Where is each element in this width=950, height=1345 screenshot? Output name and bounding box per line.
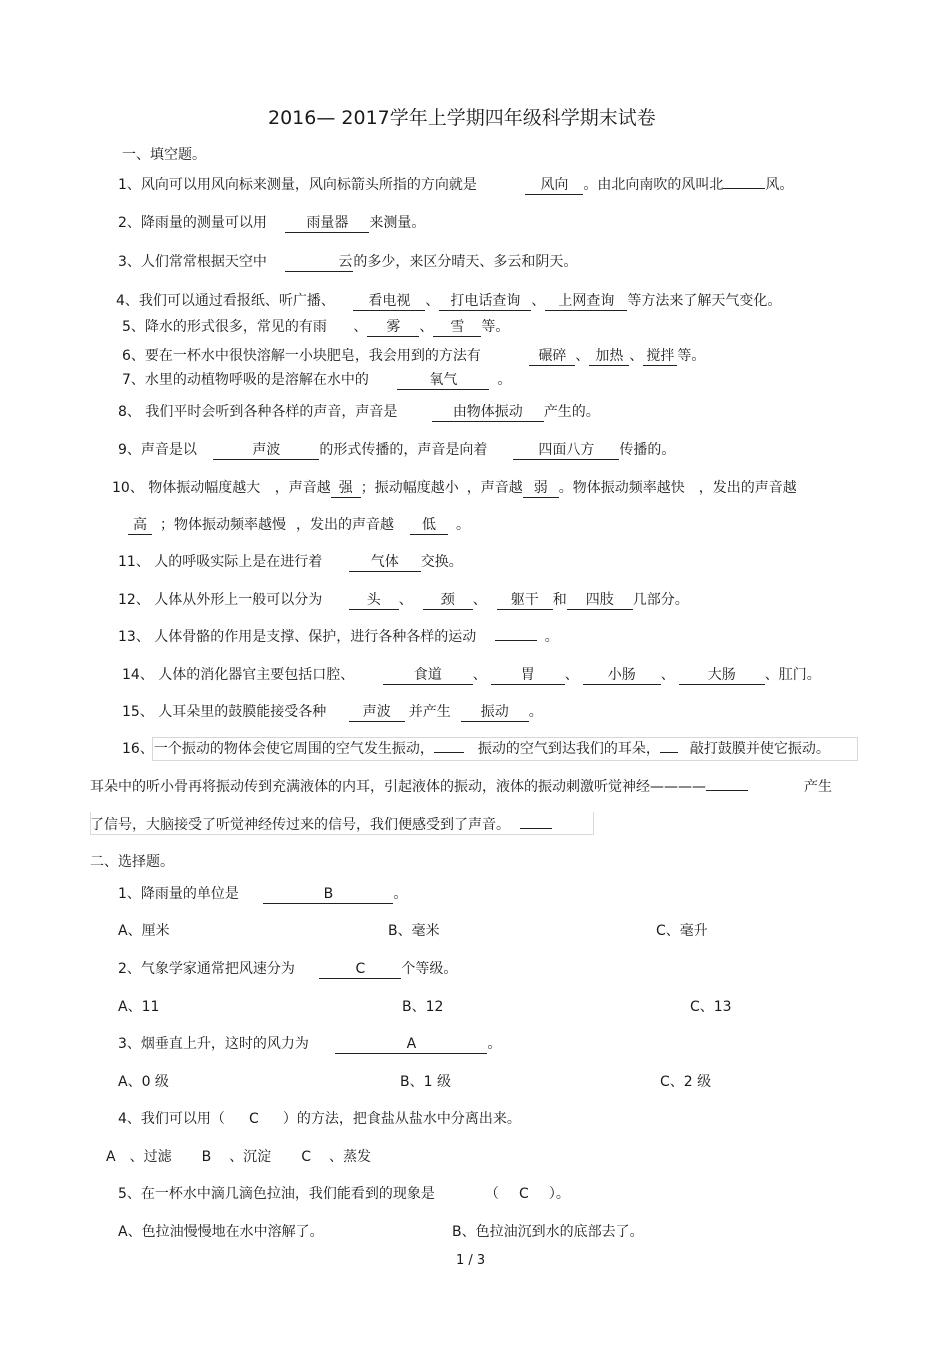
answer-blank: 氧气 [397,372,489,390]
option-text: 、沉淀 [229,1149,272,1165]
choice-option: B、色拉油沉到水的底部去了。 [452,1224,644,1240]
fill-question-2 [118,213,425,233]
question-text: 传播的。 [619,442,676,458]
answer-blank: 强 [331,480,361,498]
answer-blank: 四面八方 [513,442,619,460]
answer-blank: 风向 [525,177,583,195]
answer-blank: 声波 [213,442,319,460]
fill-question-8 [118,402,600,422]
separator: 、 [472,667,487,683]
answer-blank [706,790,748,791]
question-text: 。 [544,629,559,645]
choice-option: A、11 [118,999,160,1015]
answer-blank: 加热 [589,348,629,366]
section-fill-heading: 一、填空题。 [122,147,206,163]
fill-question-4 [116,291,781,311]
fill-question-1 [118,175,793,195]
choice-option: C、13 [690,999,732,1015]
choice-option: B、1 级 [400,1074,451,1090]
choice-question-5 [118,1184,570,1204]
answer-blank: 雨量器 [285,215,369,233]
option-text: 、过滤 [129,1149,172,1165]
answer-blank: 头 [349,592,399,610]
option-letter: C [301,1149,311,1165]
question-text: 。物体振动频率越快 [558,480,685,496]
question-text: 10、 物体振动幅度越大 [112,480,261,496]
choice-option: C、2 级 [660,1074,712,1090]
question-text: 、肛门。 [764,667,821,683]
answer-blank: 打电话查询 [439,293,531,311]
separator: 、 [353,319,368,335]
question-text: 敲打鼓膜并使它振动。 [689,741,830,757]
question-text: 产生 [804,779,832,795]
question-text: 的形式传播的，声音是向着 [319,442,488,458]
question-text: 7、水里的动植物呼吸的是溶解在水中的 [122,372,369,388]
separator: 、 [419,319,434,335]
question-text: ，声音越 [466,480,523,496]
answer-blank: B [263,886,393,904]
answer-blank: 声波 [349,704,405,722]
answer-text: C [249,1111,259,1127]
separator: 、 [398,592,413,608]
separator: 、 [575,348,590,364]
question-text: 了信号，大脑接受了听觉神经传过来的信号，我们便感受到了声音。 [90,817,510,833]
fill-question-15 [122,702,543,722]
question-text: 9、声音是以 [118,442,197,458]
choice-question-1 [118,884,407,904]
choice-option: B、毫米 [388,923,440,939]
question-text: ，发出的声音越 [698,480,797,496]
answer-blank [434,752,464,753]
question-text: （ [484,1186,499,1202]
answer-blank: 大肠 [679,667,765,685]
separator: 、 [629,348,644,364]
question-text: 15、 人耳朵里的鼓膜能接受各种 [122,704,327,720]
question-text: 1、风向可以用风向标来测量，风向标箭头所指的方向就是 [118,177,477,193]
question-text: 交换。 [420,554,463,570]
separator: 和 [552,592,567,608]
question-text: ）。 [548,1186,570,1202]
question-text: 几部分。 [632,592,689,608]
question-text: ；物体振动频率越慢 [160,517,286,533]
choice-question-4 [118,1109,521,1129]
answer-blank: 躯干 [497,592,553,610]
fill-question-10 [112,478,797,498]
question-text: 。 [528,704,543,720]
question-text: 。由北向南吹的风叫北 [583,177,724,193]
question-text: 5、降水的形式很多，常见的有雨 [122,319,327,335]
fill-question-7 [122,370,511,390]
question-text: 耳朵中的听小骨再将振动传到充满液体的内耳，引起液体的振动，液体的振动刺激听觉神经———— [90,779,706,795]
question-text: 3、烟垂直上升，这时的风力为 [118,1036,309,1052]
answer-blank: 高 [128,517,152,535]
question-text: 并产生 [408,704,451,720]
answer-text: C [519,1186,529,1202]
answer-blank: 振动 [461,704,529,722]
question-text: 4、我们可以用（ [118,1111,225,1127]
answer-blank: 四肢 [567,592,633,610]
question-text: 4、我们可以通过看报纸、听广播、 [116,293,335,309]
question-text: 来测量。 [369,215,426,231]
choice-question-3 [118,1034,501,1054]
question-text: 的多少，来区分晴天、多云和阴天。 [353,254,578,270]
answer-blank: 雾 [367,319,419,337]
question-text: 产生的。 [543,404,600,420]
answer-blank: C [319,961,401,979]
answer-blank [723,188,765,189]
answer-blank [660,752,678,753]
question-text: 等。 [677,348,706,364]
option-letter: B [201,1149,212,1165]
separator: 、 [472,592,487,608]
question-text: 等。 [481,319,510,335]
fill-question-11 [118,552,463,572]
question-text: 16、一个振动的物体会使它周围的空气发生振动， [122,741,434,757]
fill-question-9 [118,440,675,460]
question-text: ；振动幅度越小 [360,480,459,496]
choice-option-row [106,1147,371,1167]
question-text: 13、 人体骨骼的作用是支撑、保护，进行各种各样的运动 [118,629,477,645]
fill-question-10-cont [128,515,470,535]
question-text: 。 [393,886,408,902]
fill-question-6 [122,346,705,366]
question-text: 8、 我们平时会听到各种各样的声音，声音是 [118,404,398,420]
question-text: 2、气象学家通常把风速分为 [118,961,295,977]
fill-question-14 [122,665,821,685]
question-text: 5、在一杯水中滴几滴色拉油，我们能看到的现象是 [118,1186,435,1202]
page-number: 1 / 3 [456,1253,486,1268]
answer-blank: 弱 [523,480,559,498]
separator: 、 [564,667,579,683]
question-text: 3、人们常常根据天空中 [118,254,267,270]
fill-question-16-line2 [90,777,832,797]
fill-question-16-line3 [90,815,552,835]
page-title: 2016— 2017学年上学期四年级科学期末试卷 [268,107,656,129]
option-letter: A [106,1149,116,1165]
question-text: 11、 人的呼吸实际上是在进行着 [118,554,323,570]
fill-question-16 [122,739,830,759]
option-text: 、蒸发 [328,1149,371,1165]
question-text: 6、要在一杯水中很快溶解一小块肥皂，我会用到的方法有 [122,348,481,364]
question-text: 。 [497,372,512,388]
choice-option: B、12 [402,999,444,1015]
choice-option: A、色拉油慢慢地在水中溶解了。 [118,1224,324,1240]
fill-question-12 [118,590,689,610]
question-text: ，发出的声音越 [296,517,394,533]
fill-question-5 [122,317,509,337]
answer-blank: 看电视 [353,293,425,311]
question-text: 2、降雨量的测量可以用 [118,215,267,231]
question-text: 14、 人体的消化器官主要包括口腔、 [122,667,355,683]
answer-blank: 气体 [349,554,421,572]
choice-option: C、毫升 [656,923,708,939]
question-text: 1、降雨量的单位是 [118,886,239,902]
separator: 、 [531,293,546,309]
answer-blank: 搅拌 [643,348,677,366]
question-text: ，声音越 [274,480,331,496]
answer-blank: 雪 [433,319,481,337]
answer-blank: 碾碎 [529,348,575,366]
fill-question-3 [118,252,577,272]
separator: 、 [425,293,440,309]
question-text: 等方法来了解天气变化。 [627,293,782,309]
question-text: ）的方法，把食盐从盐水中分离出来。 [282,1111,521,1127]
answer-blank [495,640,537,641]
question-text: 。 [456,517,470,533]
question-text: 。 [487,1036,502,1052]
answer-blank: 低 [410,517,448,535]
question-text: 风。 [765,177,794,193]
answer-blank: 颈 [423,592,473,610]
answer-blank: 食道 [383,667,473,685]
question-text: 个等级。 [401,961,458,977]
answer-blank: 由物体振动 [432,404,544,422]
separator: 、 [660,667,675,683]
section-choice-heading: 二、选择题。 [90,854,174,870]
answer-blank: 云 [285,254,353,272]
fill-question-13 [118,627,559,647]
question-text: 12、 人体从外形上一般可以分为 [118,592,323,608]
answer-blank: 小肠 [583,667,661,685]
question-text: 振动的空气到达我们的耳朵， [477,741,660,757]
answer-blank [520,828,552,829]
choice-option: A、0 级 [118,1074,169,1090]
choice-question-2 [118,959,457,979]
answer-blank: A [335,1036,487,1054]
answer-blank: 胃 [491,667,565,685]
choice-option: A、厘米 [118,923,170,939]
answer-blank: 上网查询 [545,293,627,311]
